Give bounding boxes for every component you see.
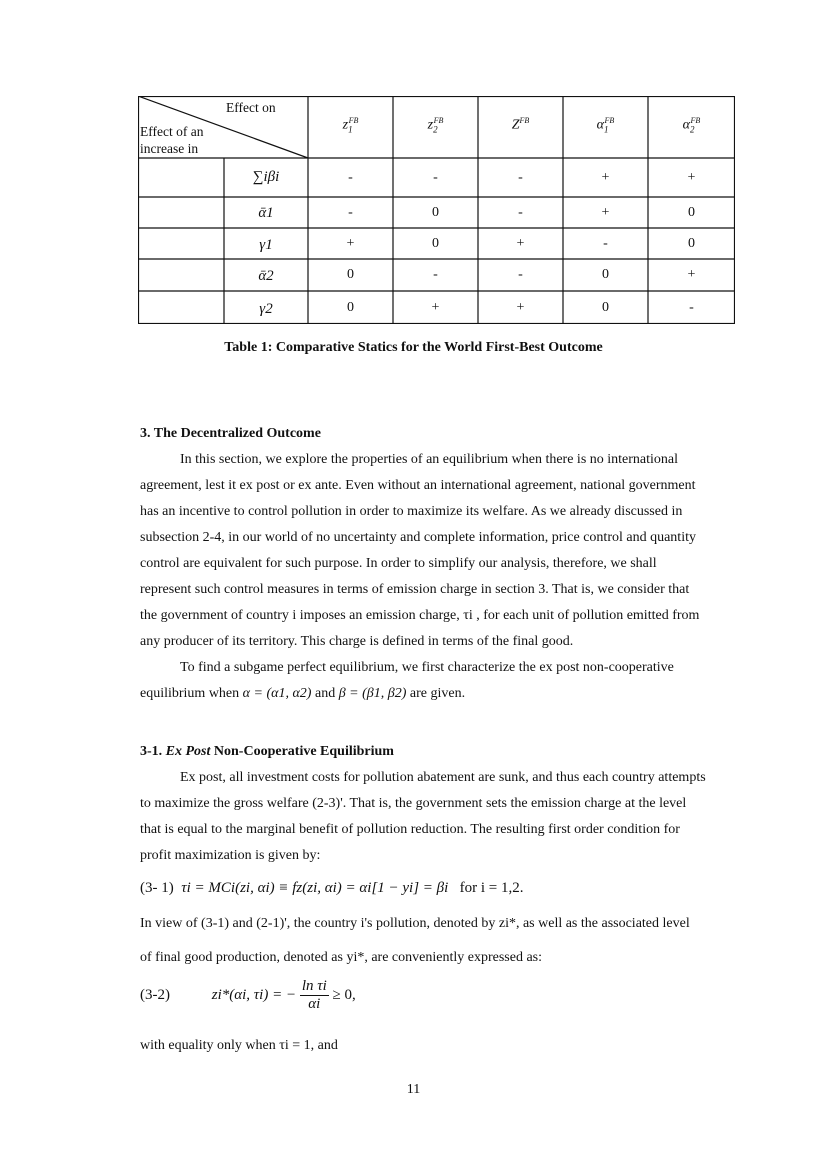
table-cell: 0: [688, 204, 695, 220]
table-cell: 0: [432, 235, 439, 251]
section-heading: 3. The Decentralized Outcome: [140, 426, 321, 441]
table-cell: -: [433, 169, 438, 185]
text-line: profit maximization is given by:: [140, 848, 321, 863]
text-line: has an incentive to control pollution in order to maximize its welfare. As we already discussed in: [140, 504, 683, 519]
text-line: represent such control measures in terms of emission charge in section 3. That is, we consider that: [140, 582, 690, 597]
paragraph-section3-1: [140, 765, 722, 869]
row-label-sum-beta: ∑iβi: [252, 169, 280, 185]
text-line: to maximize the gross welfare (2-3)'. That is, the government sets the emission charge at the level: [140, 796, 687, 811]
row-label-alpha1-bar: ᾱ1: [258, 205, 274, 221]
table-cell: -: [603, 235, 608, 251]
table-cell: +: [687, 169, 696, 185]
corner-line-2: increase in: [140, 141, 199, 156]
table-cell: +: [516, 299, 525, 315]
row-label-gamma1: γ1: [259, 237, 273, 253]
col-header-z1: $z_1^{FB}$: [342, 116, 359, 135]
text-line: subsection 2-4, in our world of no uncertainty and complete information, price control and quantity: [140, 530, 696, 545]
table-cell: -: [348, 204, 353, 220]
equation-lhs: zi*(αi, τi) = −: [211, 986, 297, 1003]
table-cell: -: [518, 267, 523, 282]
col-header-alpha2: $\alpha_2^{FB}$: [682, 116, 701, 135]
corner-line-1: Effect of an: [140, 124, 204, 139]
page-number: 11: [406, 1082, 421, 1097]
table-cell: 0: [602, 267, 609, 282]
table-cell: -: [433, 267, 438, 282]
table-cell: 0: [432, 204, 439, 220]
text-line: To find a subgame perfect equilibrium, we first characterize the ex post non-cooperative: [180, 660, 674, 675]
text-line: equilibrium when α = (α1, α2) and β = (β1, β2) are given.: [140, 686, 466, 701]
table-cell: +: [687, 267, 696, 282]
subsection-heading: 3-1. Ex Post Non-Cooperative Equilibrium: [140, 744, 394, 759]
equation-label: (3-2): [140, 986, 170, 1003]
table-cell: +: [346, 235, 355, 251]
table-cell: +: [516, 235, 525, 251]
corner-header-effect-on: Effect on: [226, 100, 276, 115]
text-line: control are equivalent for such purpose. In order to simplify our analysis, therefore, we shall: [140, 556, 657, 571]
paragraph-section3: [140, 447, 722, 707]
fraction: $\frac{\text{ln τi}}{\alpha i}$: [301, 978, 327, 1012]
col-header-z2: $z_2^{FB}$: [427, 116, 444, 135]
table-cell: 0: [347, 267, 354, 282]
text-line: with equality only when τi = 1, and: [140, 1038, 338, 1053]
text-line: In view of (3-1) and (2-1)', the country i's pollution, denoted by zi*, as well as the associated level: [140, 916, 690, 931]
text-line: In this section, we explore the properties of an equilibrium when there is no international: [180, 452, 679, 467]
table-cell: -: [518, 204, 523, 220]
text-line: that is equal to the marginal benefit of pollution reduction. The resulting first order condition for: [140, 822, 680, 837]
comparative-statics-table: [138, 96, 735, 324]
table-cell: 0: [347, 299, 354, 315]
col-header-Z: $Z^{FB}$: [511, 116, 530, 133]
alpha-vector: α = (α1, α2): [242, 686, 312, 701]
table-cell: -: [689, 299, 694, 315]
paragraph-last: [140, 1033, 722, 1059]
table-cell: +: [601, 204, 610, 220]
table-cell: -: [518, 169, 523, 185]
equation-label: (3- 1): [140, 880, 174, 896]
beta-vector: β = (β1, β2): [338, 686, 407, 701]
text-line: the government of country i imposes an emission charge, τi , for each unit of pollution emitted from: [140, 608, 700, 623]
table-cell: +: [431, 299, 440, 315]
text-line: Ex post, all investment costs for pollution abatement are sunk, and thus each country attempts: [180, 770, 706, 785]
table-cell: -: [348, 169, 353, 185]
text-line: any producer of its territory. This charge is defined in terms of the final good.: [140, 634, 574, 649]
corner-header-effect-of: [140, 123, 203, 157]
table-caption: Table 1: Comparative Statics for the World First-Best Outcome: [224, 340, 603, 355]
equation-3-2: (3-2) zi*(αi, τi) = − $\frac{\text{ln τi}}{\alpha i}$ ≥ 0,: [140, 978, 356, 1012]
row-label-gamma2: γ2: [259, 301, 273, 317]
text-line: agreement, lest it ex post or ex ante. Even without an international agreement, national government: [140, 478, 696, 493]
paragraph-view: [140, 911, 722, 971]
row-label-alpha2-bar: ᾱ2: [258, 268, 274, 284]
table-cell: +: [601, 169, 610, 185]
equation-body: τi = MCi(zi, αi) ≡ fz(zi, αi) = αi[1 − yi] = βi: [181, 880, 449, 896]
table-cell: 0: [688, 235, 695, 251]
text-line: of final good production, denoted as yi*, are conveniently expressed as:: [140, 950, 542, 965]
equation-3-1: (3- 1) τi = MCi(zi, αi) ≡ fz(zi, αi) = αi[1 − yi] = βi for i = 1,2.: [140, 880, 524, 896]
col-header-alpha1: $\alpha_1^{FB}$: [596, 116, 615, 135]
table-cell: 0: [602, 299, 609, 315]
